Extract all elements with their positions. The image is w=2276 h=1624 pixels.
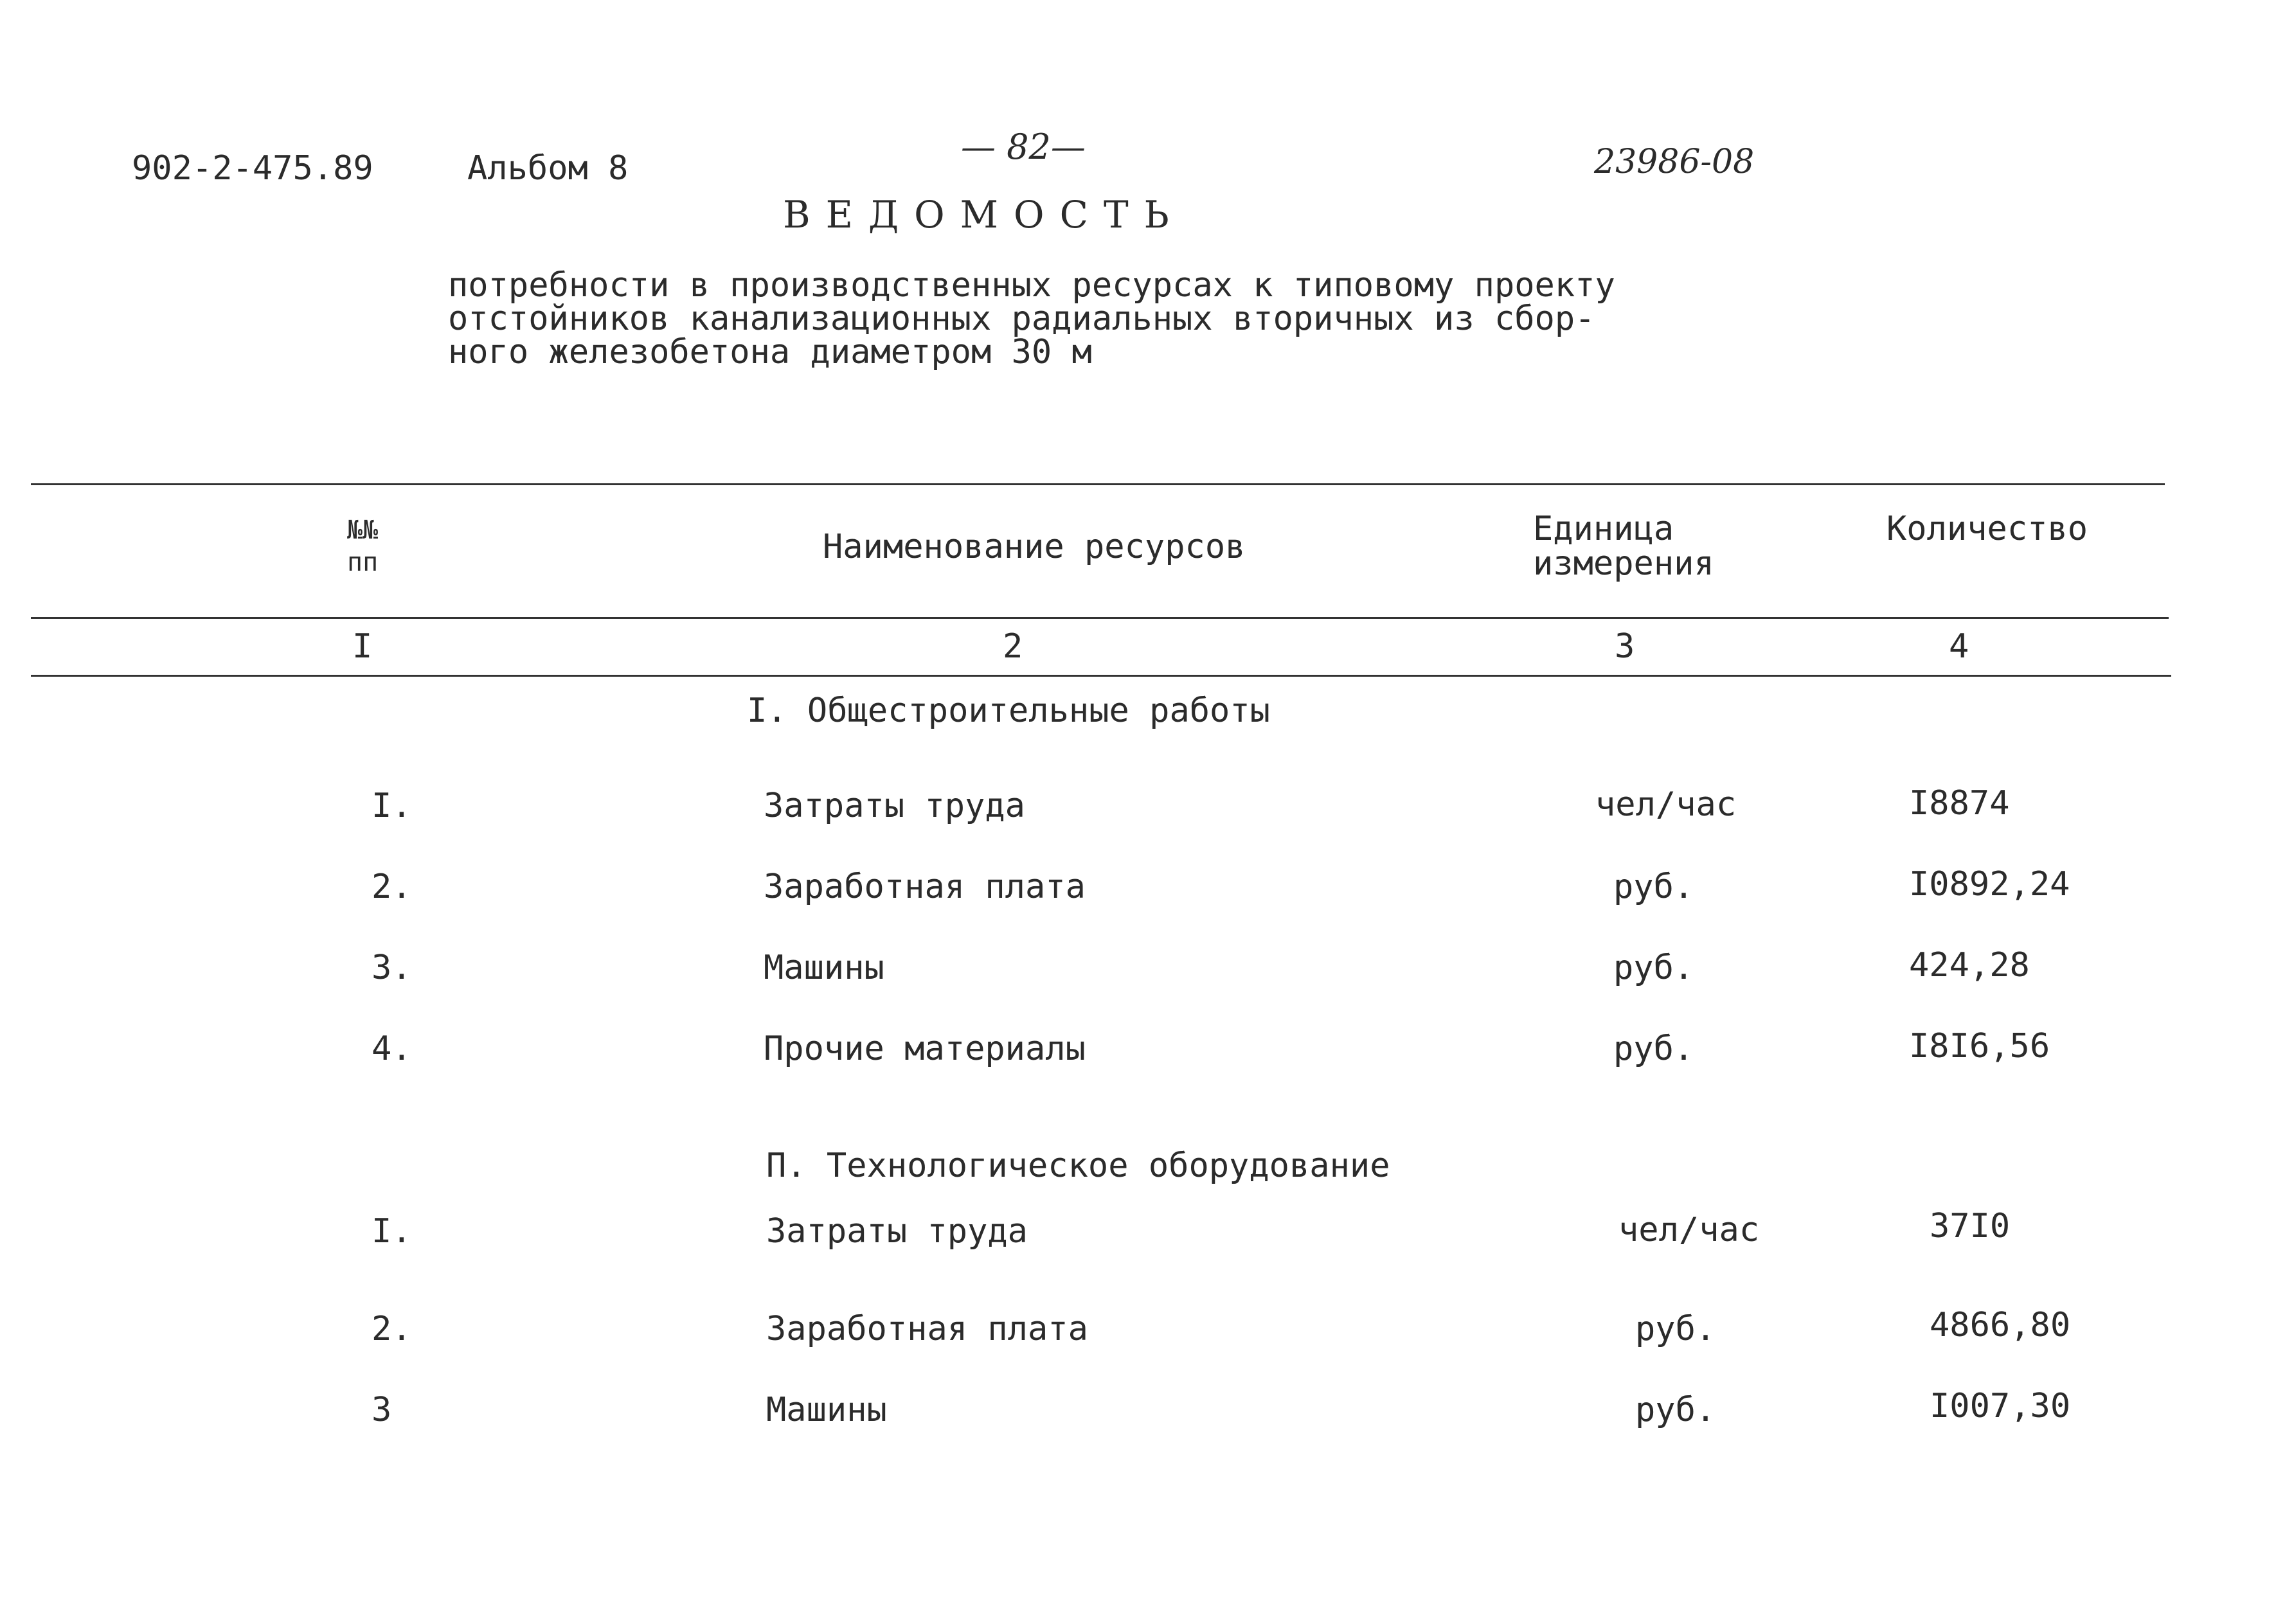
row-unit: чел/час [1618,1211,1760,1249]
album-label: Альбом 8 [467,149,629,188]
subtitle-line: отстойников канализационных радиальных вторичных из сбор- [448,299,1595,338]
column-header-name: Наименование ресурсов [823,528,1246,566]
column-number: 3 [1615,627,1635,666]
section-title: I. Общестроительные работы [747,692,1270,730]
row-name: Машины [764,949,884,987]
row-unit: руб. [1613,949,1694,987]
table-header-rule [31,617,2169,619]
document-title: ВЕДОМОСТЬ [783,193,1185,236]
row-name: Заработная плата [766,1310,1088,1348]
row-unit: руб. [1635,1391,1716,1429]
column-header-number-line2: пп [347,548,379,577]
row-quantity: I0892,24 [1909,865,2070,904]
row-quantity: I007,30 [1930,1387,2071,1425]
column-number: 2 [1003,627,1023,666]
subtitle-line: ного железобетона диаметром 30 м [448,333,1092,371]
subtitle-line: потребности в производственных ресурсах к типовому проекту [448,266,1615,305]
document-code: 902-2-475.89 [132,149,373,188]
row-number: 4. [372,1030,412,1068]
row-number: I. [372,787,412,825]
row-name: Прочие материалы [764,1030,1086,1068]
row-unit: руб. [1635,1310,1716,1348]
column-header-number-line1: №№ [347,515,379,545]
document-subtitle [448,266,1615,371]
row-unit: руб. [1613,868,1694,906]
page-number: — 82— [961,127,1086,167]
column-number: 4 [1949,627,1969,666]
row-name: Заработная плата [764,868,1086,906]
row-quantity: 4866,80 [1930,1306,2071,1344]
row-quantity: 424,28 [1909,946,2030,985]
table-numbers-rule [31,675,2171,677]
section-title: П. Технологическое оборудование [766,1147,1390,1185]
column-header-number [347,514,378,578]
registration-number: 23986-08 [1594,143,1755,181]
row-name: Затраты труда [766,1212,1028,1251]
column-header-unit [1533,512,1714,581]
row-unit: руб. [1613,1030,1694,1068]
column-header-unit-line2: измерения [1533,544,1714,583]
row-unit: чел/час [1595,785,1737,824]
column-number: I [352,627,373,666]
row-number: 2. [372,1310,412,1348]
row-quantity: I8874 [1909,784,2010,823]
table-top-rule [31,483,2165,485]
row-number: 3 [372,1391,392,1429]
row-quantity: I8I6,56 [1909,1027,2050,1066]
column-header-unit-line1: Единица [1533,510,1674,548]
row-number: 2. [372,868,412,906]
column-header-quantity: Количество [1886,510,2088,548]
row-number: I. [372,1212,412,1251]
row-name: Машины [766,1391,887,1429]
row-name: Затраты труда [764,787,1025,825]
row-number: 3. [372,949,412,987]
row-quantity: 37I0 [1930,1207,2011,1245]
